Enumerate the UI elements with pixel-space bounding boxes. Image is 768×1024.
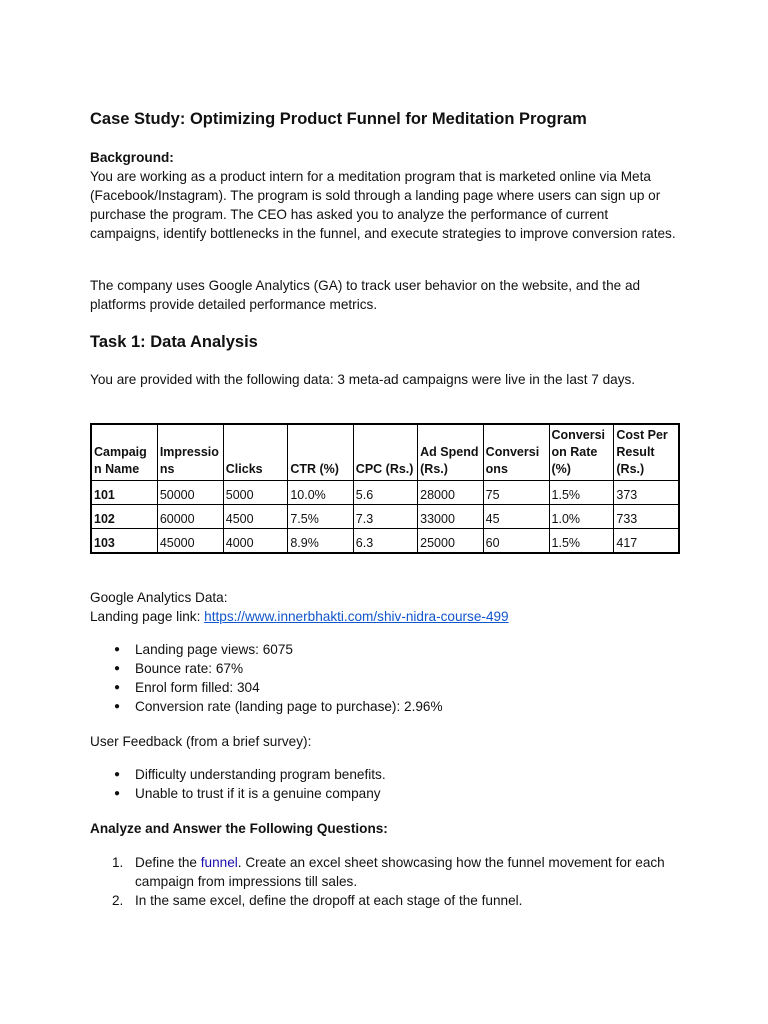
document-title: Case Study: Optimizing Product Funnel for Meditation Program (90, 110, 587, 128)
header-cost-per-result: Cost Per Result (Rs.) (614, 424, 679, 481)
question-text: Define the (135, 855, 201, 870)
ga-heading: Google Analytics Data: (90, 590, 228, 605)
landing-page-label: Landing page link: (90, 609, 205, 624)
table-row (91, 529, 679, 554)
header-cpc: CPC (Rs.) (353, 424, 417, 481)
cell-cost-per-result: 373 (614, 481, 679, 505)
background-text: You are working as a product intern for a meditation program that is marketed online via Meta (Facebook/Instagram). The program is sold through a landing page where users can sign up or purchase the program. The CEO has asked you to analyze the performance of current campaigns, identify bottlenecks in the funnel, and execute strategies to improve conversion rates. (90, 169, 676, 241)
list-item (90, 853, 680, 891)
list-item: ● Unable to trust if it is a genuine company (90, 784, 386, 803)
background-section (90, 148, 680, 243)
cell-conversion-rate: 1.0% (549, 505, 614, 529)
cell-clicks: 4000 (223, 529, 288, 554)
table-row (91, 481, 679, 505)
header-ctr: CTR (%) (288, 424, 353, 481)
questions-heading: Analyze and Answer the Following Questions: (90, 821, 388, 836)
task1-heading: Task 1: Data Analysis (90, 333, 258, 351)
cell-cost-per-result: 417 (614, 529, 679, 554)
table-row (91, 505, 679, 529)
funnel-link[interactable]: funnel (200, 855, 238, 870)
cell-conversion-rate: 1.5% (549, 529, 614, 554)
list-item: ● Conversion rate (landing page to purchase): 2.96% (90, 697, 443, 716)
cell-ctr: 8.9% (288, 529, 353, 554)
landing-page-line (90, 607, 680, 626)
list-item: ● Difficulty understanding program benefits. (90, 765, 386, 784)
cell-cpc: 5.6 (353, 481, 417, 505)
cell-clicks: 5000 (223, 481, 288, 505)
cell-ad-spend: 25000 (418, 529, 484, 554)
list-item (90, 891, 680, 910)
cell-campaign-name: 101 (91, 481, 157, 505)
cell-conversions: 60 (483, 529, 549, 554)
feedback-list (90, 765, 386, 803)
header-conversions: Conversi ons (483, 424, 549, 481)
header-clicks: Clicks (223, 424, 288, 481)
ga-section (90, 588, 680, 626)
cell-ad-spend: 33000 (418, 505, 484, 529)
cell-ad-spend: 28000 (418, 481, 484, 505)
list-number: 2. (112, 893, 124, 908)
cell-campaign-name: 103 (91, 529, 157, 554)
cell-clicks: 4500 (223, 505, 288, 529)
header-impressions: Impressio ns (157, 424, 223, 481)
cell-cost-per-result: 733 (614, 505, 679, 529)
background-heading: Background: (90, 150, 174, 165)
cell-conversions: 45 (483, 505, 549, 529)
header-campaign-name: Campaig n Name (91, 424, 157, 481)
list-item: ● Bounce rate: 67% (90, 659, 443, 678)
cell-ctr: 10.0% (288, 481, 353, 505)
list-item: ● Landing page views: 6075 (90, 640, 443, 659)
header-ad-spend: Ad Spend (Rs.) (418, 424, 484, 481)
cell-impressions: 60000 (157, 505, 223, 529)
list-item: ● Enrol form filled: 304 (90, 678, 443, 697)
questions-list (90, 853, 680, 910)
cell-campaign-name: 102 (91, 505, 157, 529)
cell-conversion-rate: 1.5% (549, 481, 614, 505)
list-number: 1. (112, 855, 124, 870)
ga-intro-text: The company uses Google Analytics (GA) to track user behavior on the website, and the ad platforms provide detailed performance metrics. (90, 278, 641, 312)
cell-impressions: 45000 (157, 529, 223, 554)
task1-intro: You are provided with the following data: 3 meta-ad campaigns were live in the last 7 days. (90, 372, 636, 387)
cell-conversions: 75 (483, 481, 549, 505)
header-conversion-rate: Conversi on Rate (%) (549, 424, 614, 481)
landing-page-link[interactable]: https://www.innerbhakti.com/shiv-nidra-course-499 (204, 609, 509, 624)
table-header-row (91, 424, 679, 481)
cell-cpc: 6.3 (353, 529, 417, 554)
cell-ctr: 7.5% (288, 505, 353, 529)
ga-metrics-list (90, 640, 443, 716)
question-text: . Create an excel sheet showcasing how the funnel movement for each campaign from impressions till sales. (135, 855, 665, 889)
question-text: In the same excel, define the dropoff at each stage of the funnel. (135, 893, 523, 908)
cell-cpc: 7.3 (353, 505, 417, 529)
campaign-table (90, 423, 680, 554)
feedback-heading: User Feedback (from a brief survey): (90, 734, 312, 749)
cell-impressions: 50000 (157, 481, 223, 505)
